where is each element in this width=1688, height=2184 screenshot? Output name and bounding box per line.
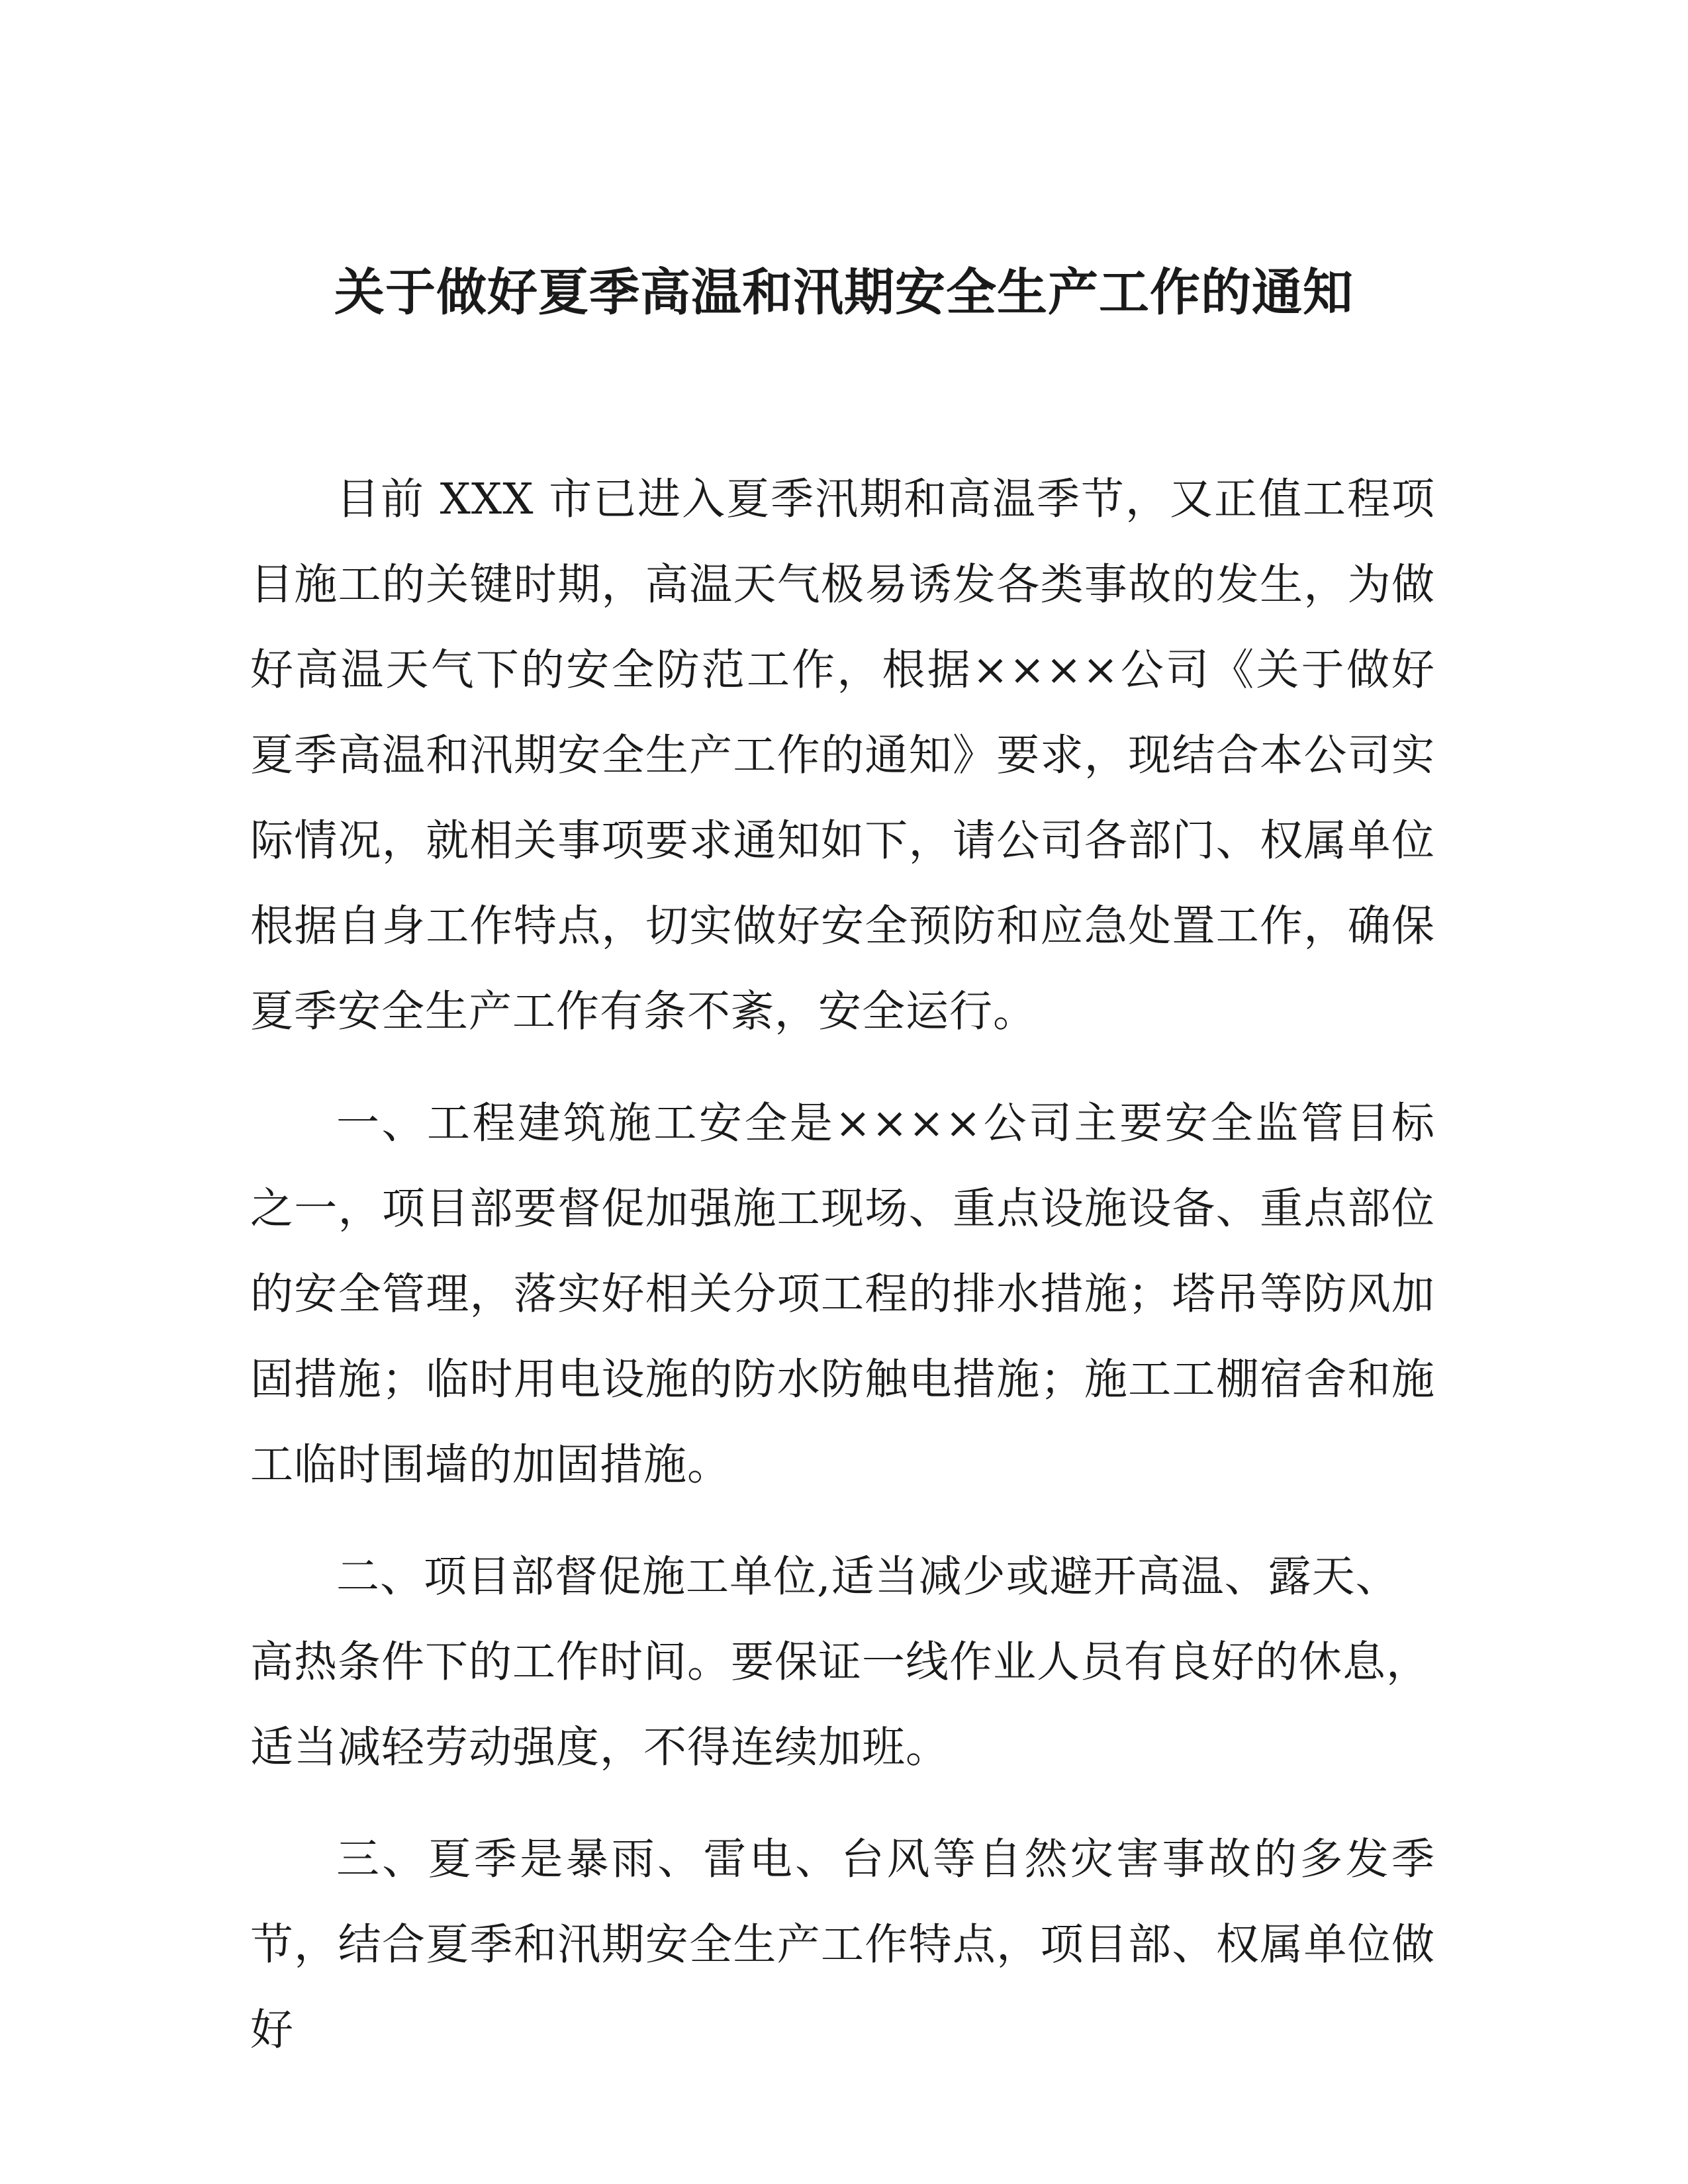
- paragraph-item-2: 二、项目部督促施工单位,适当减少或避开高温、露天、高热条件下的工作时间。要保证一线作业人员有良好的休息，适当减轻劳动强度，不得连续加班。: [250, 1552, 1430, 1772]
- document-body: [250, 457, 1435, 2099]
- paragraph-item-3: 三、夏季是暴雨、雷电、台风等自然灾害事故的多发季节，结合夏季和汛期安全生产工作特点，项目部、权属单位做好: [250, 1835, 1435, 2055]
- paragraph-item-1: 一、工程建筑施工安全是××××公司主要安全监管目标之一，项目部要督促加强施工现场、重点设施设备、重点部位的安全管理，落实好相关分项工程的排水措施；塔吊等防风加固措施；临时用电设施的防水防触电措施；施工工棚宿舍和施工临时围墙的加固措施。: [250, 1099, 1435, 1490]
- document-title: 关于做好夏季高温和汛期安全生产工作的通知: [334, 263, 1354, 322]
- paragraph-intro: 目前 XXX 市已进入夏季汛期和高温季节，又正值工程项目施工的关键时期，高温天气极易诱发各类事故的发生，为做好高温天气下的安全防范工作，根据××××公司《关于做好夏季高温和汛期安全生产工作的通知》要求，现结合本公司实际情况，就相关事项要求通知如下，请公司各部门、权属单位根据自身工作特点，切实做好安全预防和应急处置工作，确保夏季安全生产工作有条不紊，安全运行。: [250, 475, 1435, 1036]
